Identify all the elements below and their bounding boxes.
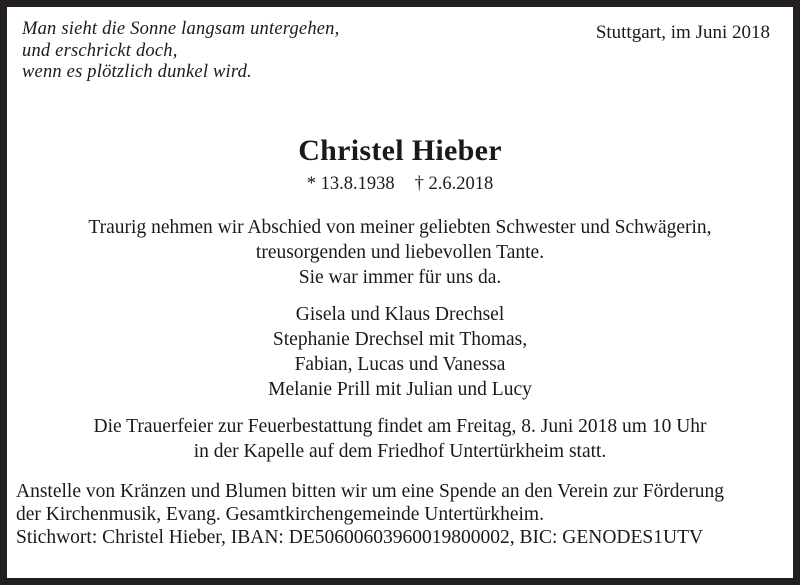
tribute-line: treusorgenden und liebevollen Tante. [255,241,545,263]
tribute-line: Traurig nehmen wir Abschied von meiner geliebten Schwester und Schwägerin, [88,216,712,238]
service-info [7,414,793,464]
dateline: Stuttgart, im Juni 2018 [595,22,770,43]
mourner-line: Fabian, Lucas und Vanessa [294,353,506,375]
donation-line: der Kirchenmusik, Evang. Gesamtkirchengemeinde Untertürkheim. [16,503,544,525]
death-date: † 2.6.2018 [414,173,494,194]
birth-date: * 13.8.1938 [306,173,395,194]
life-dates [7,173,793,195]
tribute-line: Sie war immer für uns da. [298,266,502,288]
epigraph [22,19,339,84]
epigraph-line: wenn es plötzlich dunkel wird. [22,62,252,82]
mourner-line: Melanie Prill mit Julian und Lucy [268,378,532,400]
donation-info [16,480,785,549]
mourners-list [7,302,793,402]
tribute-paragraph [7,215,793,290]
donation-line: Anstelle von Kränzen und Blumen bitten wir um eine Spende an den Verein zur Förderung [16,480,724,502]
service-line: Die Trauerfeier zur Feuerbestattung findet am Freitag, 8. Juni 2018 um 10 Uhr [93,415,707,437]
deceased-name: Christel Hieber [298,133,502,167]
service-line: in der Kapelle auf dem Friedhof Untertürkheim statt. [193,440,607,462]
notice-header [7,7,793,84]
epigraph-line: und erschrickt doch, [22,40,178,61]
donation-line: Stichwort: Christel Hieber, IBAN: DE50600603960019800002, BIC: GENODES1UTV [16,526,704,548]
mourner-line: Gisela und Klaus Drechsel [295,303,505,325]
epigraph-line: Man sieht die Sonne langsam untergehen, [22,19,340,39]
mourner-line: Stephanie Drechsel mit Thomas, [272,328,528,350]
